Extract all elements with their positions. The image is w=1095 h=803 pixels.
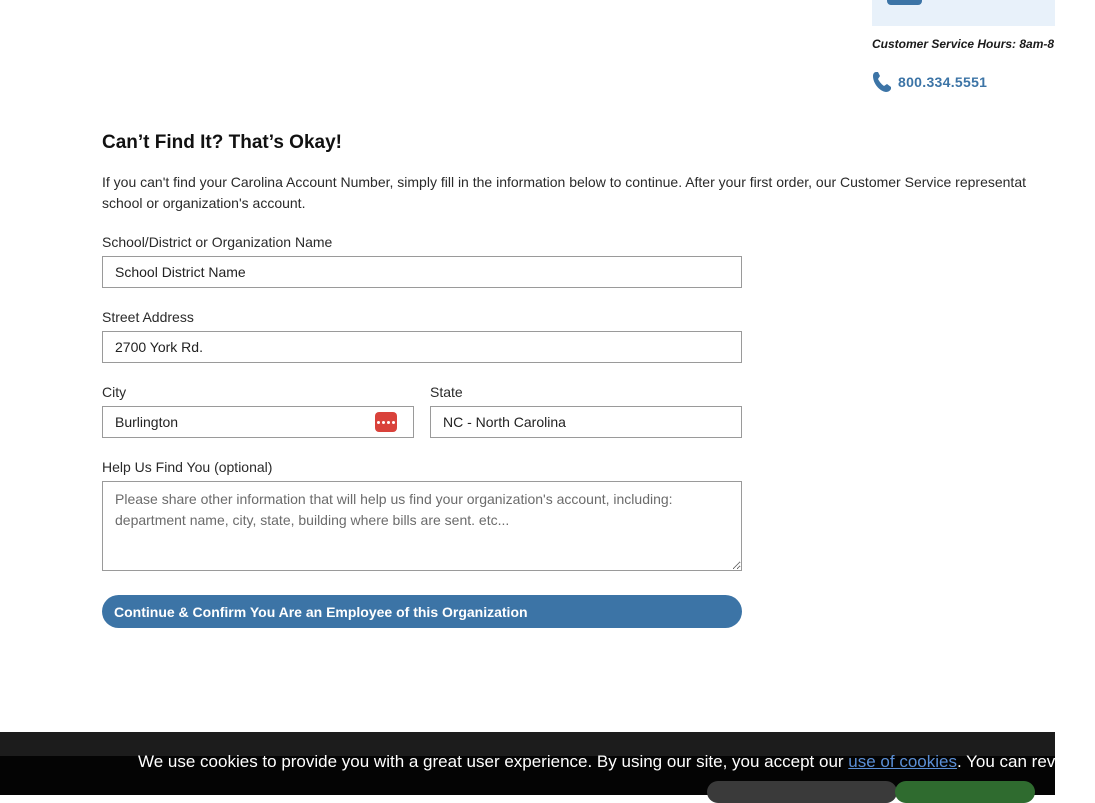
- city-label: City: [102, 384, 127, 400]
- customer-service-panel: [872, 0, 1055, 26]
- page-title: Can’t Find It? That’s Okay!: [102, 132, 342, 153]
- footer-submit-button[interactable]: [895, 781, 1035, 803]
- cookie-policy-link[interactable]: use of cookies: [848, 752, 957, 771]
- cookie-text-after: . You can review o: [956, 752, 1095, 771]
- cookie-text-before: We use cookies to provide you with a great user experience. By using our site, you accept our: [138, 752, 849, 771]
- intro-text: [102, 172, 1055, 214]
- password-manager-icon[interactable]: [375, 412, 397, 432]
- intro-line-1: If you can't find your Carolina Account Number, simply fill in the information below to continue. After your first order, our Customer Service representat: [102, 174, 1026, 190]
- help-label: Help Us Find You (optional): [102, 459, 273, 475]
- continue-button[interactable]: Continue & Confirm You Are an Employee of this Organization: [102, 595, 742, 628]
- state-select[interactable]: [430, 406, 742, 438]
- org-name-input[interactable]: [102, 256, 742, 288]
- intro-line-2: school or organization's account.: [102, 195, 306, 211]
- phone-icon: [872, 71, 892, 93]
- help-textarea[interactable]: [102, 481, 742, 571]
- state-label: State: [430, 384, 463, 400]
- org-name-label: School/District or Organization Name: [102, 234, 333, 250]
- cookie-banner-text: [138, 752, 1095, 772]
- city-input[interactable]: [102, 406, 414, 438]
- phone-number[interactable]: 800.334.5551: [898, 74, 988, 90]
- customer-service-hours: Customer Service Hours: 8am-8: [872, 37, 1055, 51]
- panel-tab[interactable]: [887, 0, 922, 5]
- street-address-label: Street Address: [102, 309, 194, 325]
- street-address-input[interactable]: [102, 331, 742, 363]
- footer-email-input[interactable]: [707, 781, 897, 803]
- customer-service-phone[interactable]: [872, 71, 987, 93]
